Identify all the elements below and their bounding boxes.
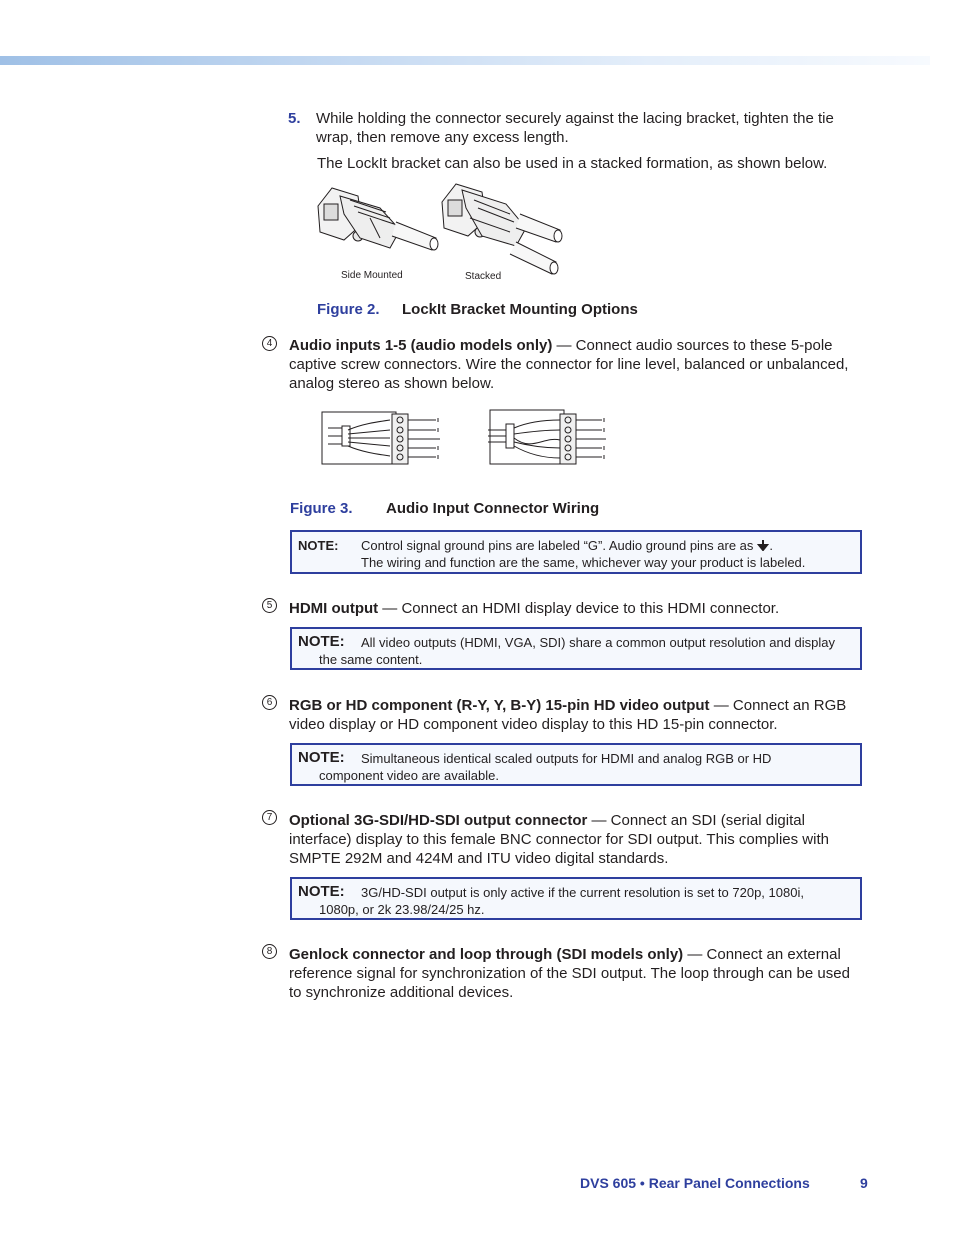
item8-text1: — Connect an external [683,946,841,963]
item4-line2: captive screw connectors. Wire the connector for line level, balanced or unbalanced, [289,356,849,373]
item4-line3: analog stereo as shown below. [289,375,495,392]
item4-line1 [289,336,833,355]
note2-line2: the same content. [319,652,423,667]
balanced-wiring [322,412,440,464]
callout-marker-7: 7 [262,810,277,825]
note2-line1: All video outputs (HDMI, VGA, SDI) share a common output resolution and display [361,635,835,650]
item7-text1: — Connect an SDI (serial digital [587,812,805,829]
callout-marker-8: 8 [262,944,277,959]
item7-line3: SMPTE 292M and 424M and ITU video digital standards. [289,850,669,867]
step5-line2: wrap, then remove any excess length. [316,129,569,146]
note-box-sdi-output [290,877,862,920]
callout-marker-6: 6 [262,695,277,710]
note3-line2: component video are available. [319,768,499,783]
note-label: NOTE: [298,749,345,766]
figure3-number: Figure 3. [290,500,353,517]
item5-text: — Connect an HDMI display device to this HDMI connector. [378,600,780,617]
footer-title: DVS 605 • Rear Panel Connections [580,1175,810,1191]
stacked-note: The LockIt bracket can also be used in a stacked formation, as shown below. [317,155,828,172]
item5-line [289,599,779,618]
item8-line1 [289,945,841,964]
note-box-video-outputs [290,627,862,670]
unbalanced-wiring [488,410,606,464]
header-gradient-bar [0,56,930,65]
item4-heading: Audio inputs 1-5 (audio models only) [289,337,553,354]
item8-heading: Genlock connector and loop through (SDI models only) [289,946,684,963]
audio-connector-wiring-illustration [318,406,618,468]
ground-arrow-icon [757,539,769,551]
item8-line2: reference signal for synchronization of the SDI output. The loop through can be used [289,965,850,982]
step-number: 5. [288,110,301,127]
note4-line2: 1080p, or 2k 23.98/24/25 hz. [319,902,485,917]
item6-heading: RGB or HD component (R-Y, Y, B-Y) 15-pin HD video output [289,697,710,714]
note4-line1: 3G/HD-SDI output is only active if the current resolution is set to 720p, 1080i, [361,885,804,900]
callout-marker-5: 5 [262,598,277,613]
item7-line1 [289,811,805,830]
note-label: NOTE: [298,538,339,553]
note1-line2: The wiring and function are the same, whichever way your product is labeled. [361,555,806,570]
step5-line1: While holding the connector securely against the lacing bracket, tighten the tie [316,110,834,127]
item6-line2: video display or HD component video display to this HD 15-pin connector. [289,716,778,733]
item7-heading: Optional 3G-SDI/HD-SDI output connector [289,812,588,829]
note1-text1: Control signal ground pins are labeled “G”. Audio ground pins are as [361,538,754,553]
note-label: NOTE: [298,633,345,650]
note1-line1: Control signal ground pins are labeled “G”. Audio ground pins are as . [361,538,774,553]
label-stacked: Stacked [465,271,502,282]
callout-marker-4: 4 [262,336,277,351]
figure2-number: Figure 2. [317,301,380,318]
figure3-title: Audio Input Connector Wiring [386,500,600,517]
label-side-mounted: Side Mounted [341,270,403,281]
note-label: NOTE: [298,883,345,900]
item6-text1: — Connect an RGB [709,697,847,714]
note3-line1: Simultaneous identical scaled outputs for HDMI and analog RGB or HD [361,751,772,766]
item6-line1 [289,696,846,715]
item7-line2: interface) display to this female BNC connector for SDI output. This complies with [289,831,829,848]
page-number: 9 [860,1175,868,1191]
stacked-bracket [442,184,562,274]
item5-heading: HDMI output [289,600,379,617]
note-box-scaled-outputs [290,743,862,786]
note-box-ground-pins [290,530,862,574]
figure2-title: LockIt Bracket Mounting Options [402,301,638,318]
item4-text1: — Connect audio sources to these 5-pole [552,337,833,354]
item8-line3: to synchronize additional devices. [289,984,514,1001]
side-mounted-bracket [318,188,438,250]
